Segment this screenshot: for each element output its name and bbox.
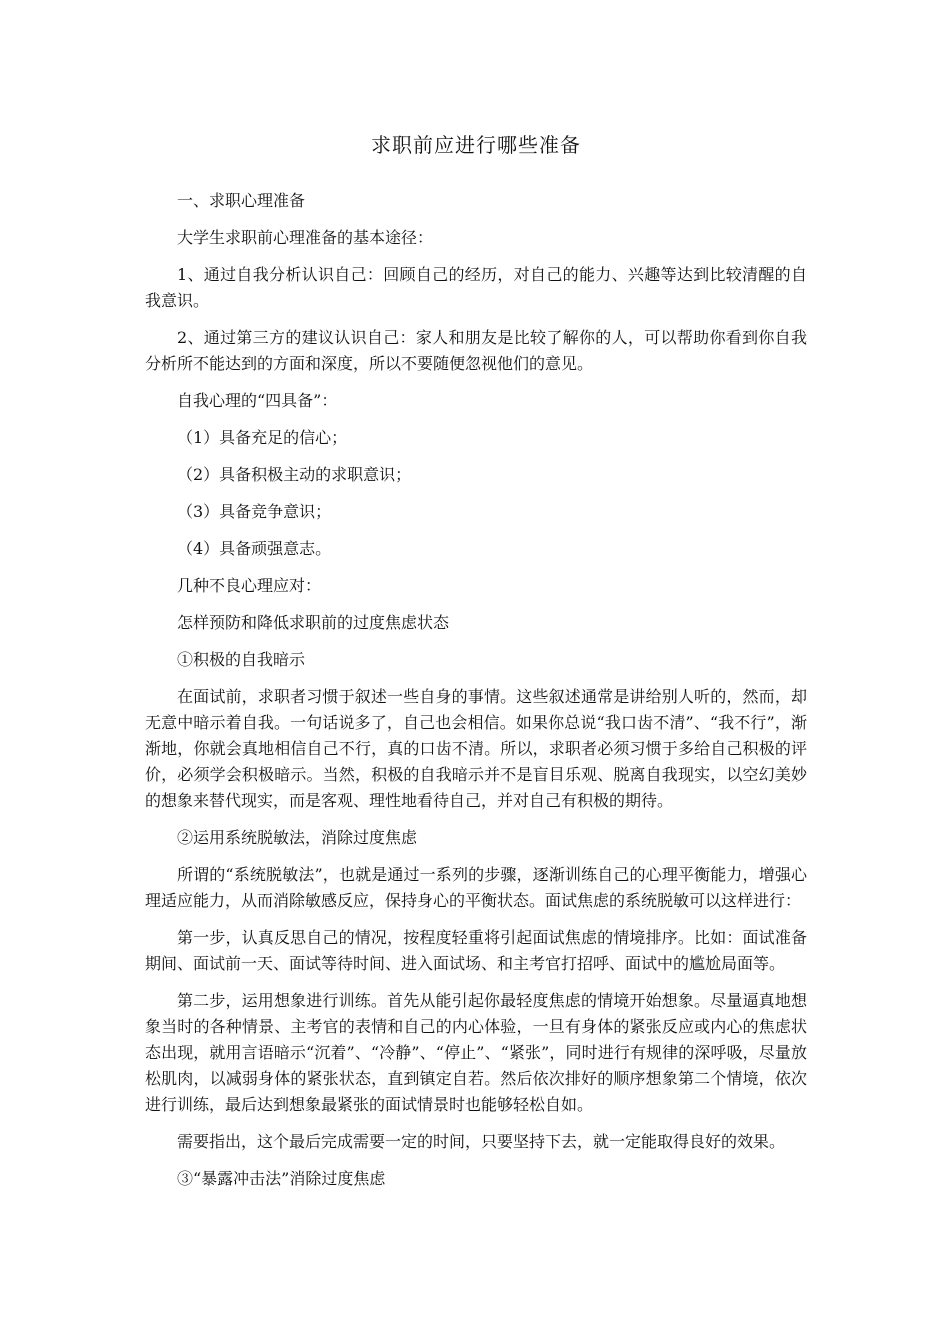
paragraph: 怎样预防和降低求职前的过度焦虑状态	[177, 613, 450, 632]
paragraph: 1、通过自我分析认识自己：回顾自己的经历，对自己的能力、兴趣等达到比较清醒的自我意识。	[145, 265, 807, 310]
section-heading: 一、求职心理准备	[177, 191, 306, 210]
subheading: ③“暴露冲击法”消除过度焦虑	[177, 1169, 386, 1188]
paragraph: 需要指出，这个最后完成需要一定的时间，只要坚持下去，就一定能取得良好的效果。	[177, 1132, 786, 1151]
document-title: 求职前应进行哪些准备	[371, 133, 581, 157]
list-item: （4）具备顽强意志。	[177, 539, 332, 558]
paragraph: 所谓的“系统脱敏法”，也就是通过一系列的步骤，逐渐训练自己的心理平衡能力，增强心理适应能力，从而消除敏感反应，保持身心的平衡状态。面试焦虑的系统脱敏可以这样进行：	[145, 865, 807, 910]
document-page	[145, 130, 807, 1203]
paragraph: 2、通过第三方的建议认识自己：家人和朋友是比较了解你的人，可以帮助你看到你自我分析所不能达到的方面和深度，所以不要随便忽视他们的意见。	[145, 328, 807, 373]
subheading: ①积极的自我暗示	[177, 650, 306, 669]
list-item: （3）具备竞争意识；	[177, 502, 332, 521]
paragraph: 在面试前，求职者习惯于叙述一些自身的事情。这些叙述通常是讲给别人听的，然而，却无意中暗示着自我。一句话说多了，自己也会相信。如果你总说“我口齿不清”、“我不行”，渐渐地，你就会真地相信自己不行，真的口齿不清。所以，求职者必须习惯于多给自己积极的评价，必须学会积极暗示。当然，积极的自我暗示并不是盲目乐观、脱离自我现实，以空幻美妙的想象来替代现实，而是客观、理性地看待自己，并对自己有积极的期待。	[145, 687, 807, 810]
paragraph: 大学生求职前心理准备的基本途径：	[177, 228, 434, 247]
list-item: （2）具备积极主动的求职意识；	[177, 465, 412, 484]
subheading: ②运用系统脱敏法，消除过度焦虑	[177, 828, 418, 847]
paragraph: 几种不良心理应对：	[177, 576, 322, 595]
list-item: （1）具备充足的信心；	[177, 428, 348, 447]
paragraph: 第二步，运用想象进行训练。首先从能引起你最轻度焦虑的情境开始想象。尽量逼真地想象当时的各种情景、主考官的表情和自己的内心体验，一旦有身体的紧张反应或内心的焦虑状态出现，就用言语暗示“沉着”、“冷静”、“停止”、“紧张”，同时进行有规律的深呼吸，尽量放松肌肉，以减弱身体的紧张状态，直到镇定自若。然后依次排好的顺序想象第二个情境，依次进行训练，最后达到想象最紧张的面试情景时也能够轻松自如。	[145, 991, 807, 1114]
paragraph: 第一步，认真反思自己的情况，按程度轻重将引起面试焦虑的情境排序。比如：面试准备期间、面试前一天、面试等待时间、进入面试场、和主考官打招呼、面试中的尴尬局面等。	[145, 928, 807, 973]
paragraph: 自我心理的“四具备”：	[177, 391, 338, 410]
